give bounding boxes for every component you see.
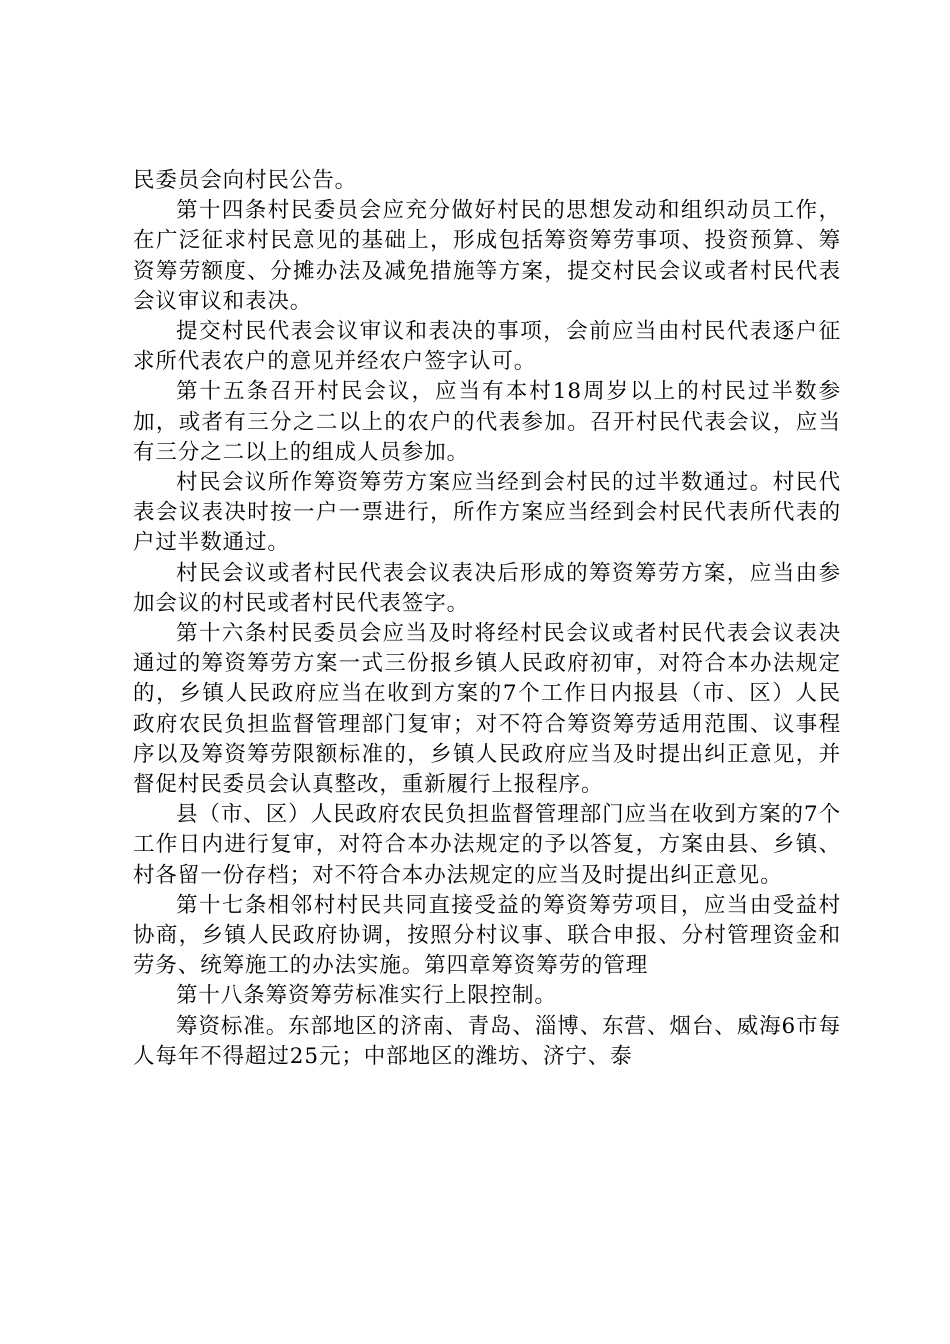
paragraph-article-17: 第十七条相邻村村民共同直接受益的筹资筹劳项目，应当由受益村协商，乡镇人民政府协调，按照分村议事、联合申报、分村管理资金和劳务、统筹施工的办法实施。第四章筹资筹劳的管理: [133, 892, 841, 979]
paragraph: 提交村民代表会议审议和表决的事项，会前应当由村民代表逐户征求所代表农户的意见并经农户签字认可。: [133, 319, 841, 375]
paragraph: 村民会议所作筹资筹劳方案应当经到会村民的过半数通过。村民代表会议表决时按一户一票进行，所作方案应当经到会村民代表所代表的户过半数通过。: [133, 470, 841, 556]
paragraph: 县（市、区）人民政府农民负担监督管理部门应当在收到方案的7个工作日内进行复审，对符合本办法规定的予以答复，方案由县、乡镇、村各留一份存档；对不符合本办法规定的应当及时提出纠正意见。: [133, 802, 841, 888]
paragraph: 筹资标准。东部地区的济南、青岛、淄博、东营、烟台、威海6市每人每年不得超过25元；中部地区的潍坊、济宁、泰: [133, 1013, 841, 1069]
paragraph-article-18: 第十八条筹资筹劳标准实行上限控制。: [176, 983, 557, 1009]
paragraph: 民委员会向村民公告。: [133, 168, 358, 193]
paragraph-article-14: 第十四条村民委员会应充分做好村民的思想发动和组织动员工作，在广泛征求村民意见的基础上，形成包括筹资筹劳事项、投资预算、筹资筹劳额度、分摊办法及减免措施等方案，提交村民会议或者村民代表会议审议和表决。: [133, 198, 841, 314]
paragraph-article-16: 第十六条村民委员会应当及时将经村民会议或者村民代表会议表决通过的筹资筹劳方案一式三份报乡镇人民政府初审，对符合本办法规定的，乡镇人民政府应当在收到方案的7个工作日内报县（市、区）人民政府农民负担监督管理部门复审；对不符合筹资筹劳适用范围、议事程序以及筹资筹劳限额标准的，乡镇人民政府应当及时提出纠正意见，并督促村民委员会认真整改，重新履行上报程序。: [133, 621, 841, 798]
document-page: [133, 166, 841, 1072]
paragraph: 村民会议或者村民代表会议表决后形成的筹资筹劳方案，应当由参加会议的村民或者村民代表签字。: [133, 560, 841, 616]
paragraph-article-15: 第十五条召开村民会议，应当有本村18周岁以上的村民过半数参加，或者有三分之二以上的农户的代表参加。召开村民代表会议，应当有三分之二以上的组成人员参加。: [133, 379, 841, 465]
